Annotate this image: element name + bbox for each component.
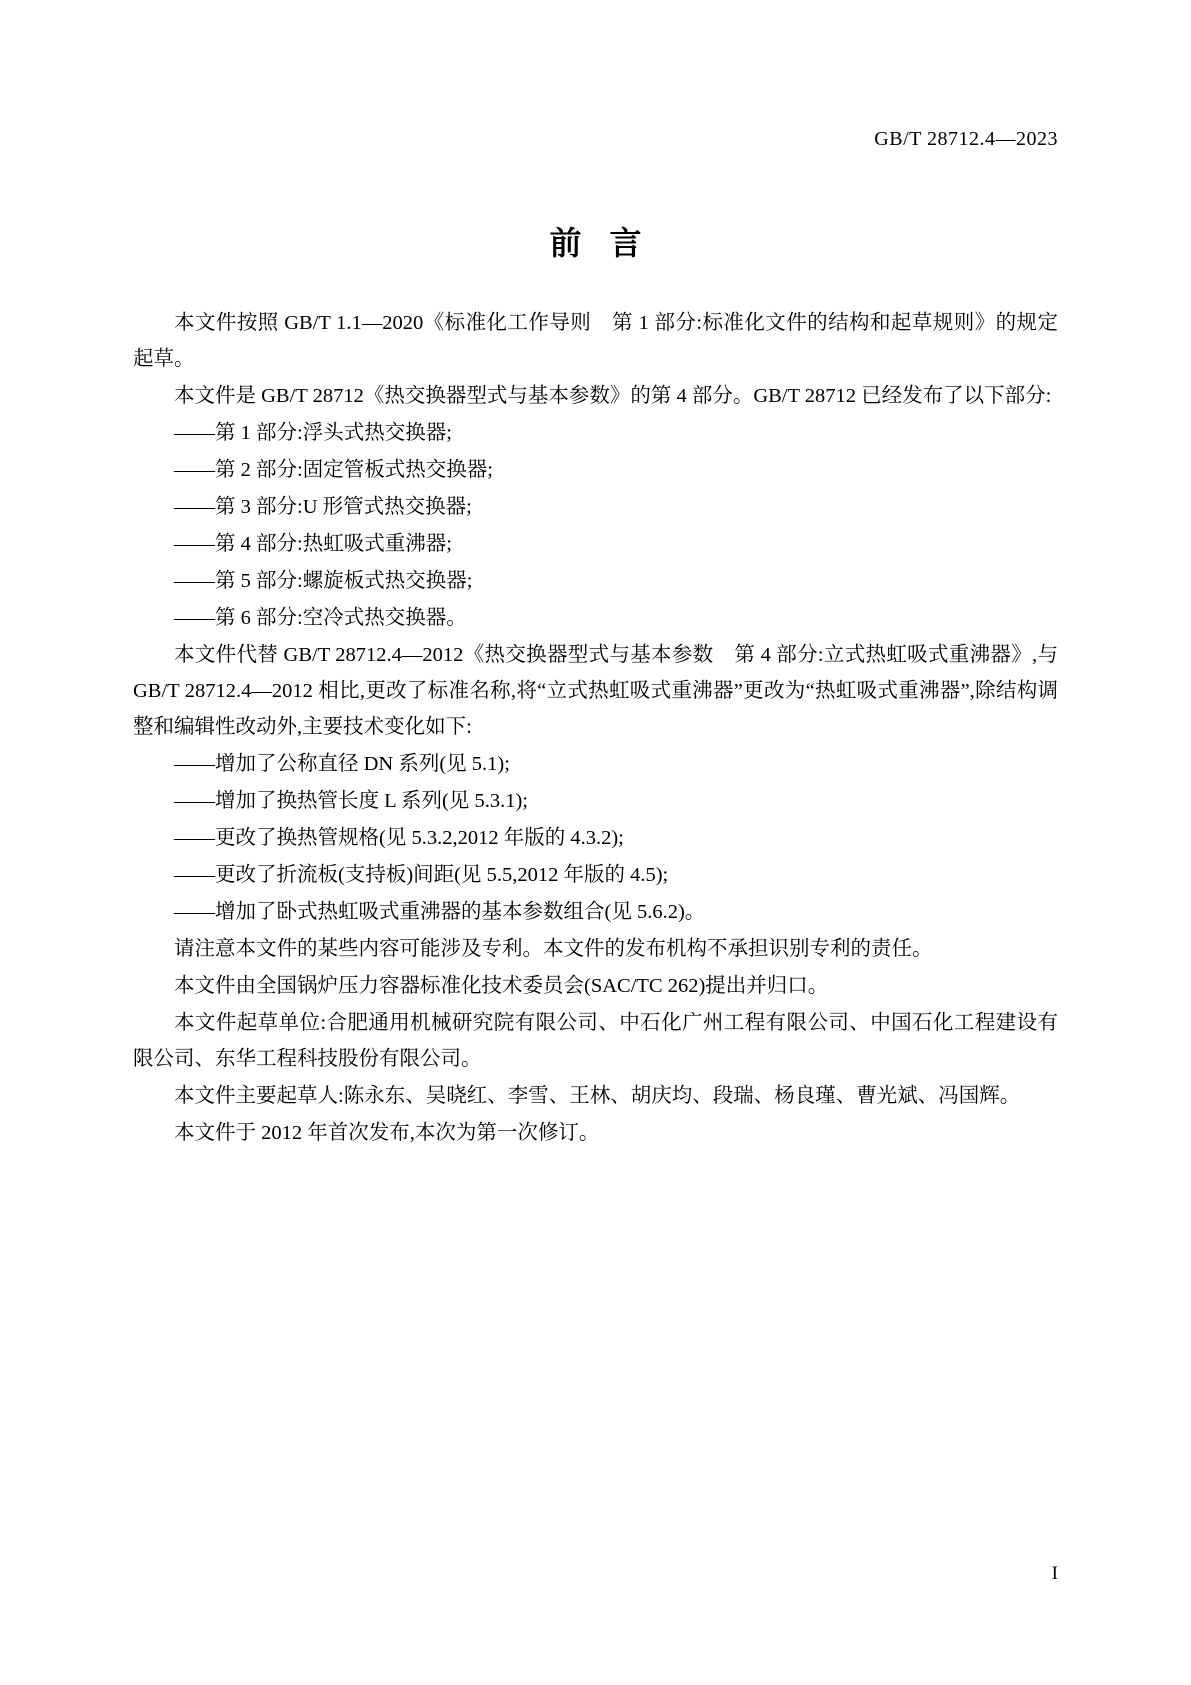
page-title: 前言 [549, 224, 670, 262]
paragraph: 本文件由全国锅炉压力容器标准化技术委员会(SAC/TC 262)提出并归口。 [174, 975, 829, 997]
list-item: ——第 4 部分:热虹吸式重沸器; [174, 533, 452, 555]
list-item: ——更改了折流板(支持板)间距(见 5.5,2012 年版的 4.5); [174, 864, 669, 886]
list-item: ——增加了公称直径 DN 系列(见 5.1); [174, 753, 510, 775]
paragraph: 本文件主要起草人:陈永东、吴晓红、李雪、王林、胡庆均、段瑞、杨良瑾、曹光斌、冯国辉。 [174, 1085, 1021, 1107]
list-item: ——第 5 部分:螺旋板式热交换器; [174, 570, 473, 592]
page-number: I [1051, 1563, 1058, 1584]
list-item: ——增加了卧式热虹吸式重沸器的基本参数组合(见 5.6.2)。 [174, 901, 706, 923]
paragraph: 本文件于 2012 年首次发布,本次为第一次修订。 [174, 1122, 600, 1144]
list-item: ——第 2 部分:固定管板式热交换器; [174, 459, 493, 481]
paragraph: 请注意本文件的某些内容可能涉及专利。本文件的发布机构不承担识别专利的责任。 [174, 938, 933, 960]
list-item: ——增加了换热管长度 L 系列(见 5.3.1); [174, 790, 528, 812]
list-item: ——第 6 部分:空冷式热交换器。 [174, 607, 467, 629]
list-item: ——第 3 部分:U 形管式热交换器; [174, 496, 472, 518]
paragraph: 本文件代替 GB/T 28712.4—2012《热交换器型式与基本参数 第 4 部分:立式热虹吸式重沸器》,与 GB/T 28712.4—2012 相比,更改了标准名称,将“立式热虹吸式重沸器”更改为“热虹吸式重沸器”,除结构调整和编辑性改动外,主要技术变化如下: [133, 644, 1058, 738]
foreword-body [133, 305, 1058, 1152]
page-header-standard-code: GB/T 28712.4—2023 [874, 128, 1058, 150]
list-item: ——更改了换热管规格(见 5.3.2,2012 年版的 4.3.2); [174, 827, 624, 849]
paragraph: 本文件是 GB/T 28712《热交换器型式与基本参数》的第 4 部分。GB/T 28712 已经发布了以下部分: [174, 385, 1052, 407]
list-item: ——第 1 部分:浮头式热交换器; [174, 422, 452, 444]
paragraph: 本文件起草单位:合肥通用机械研究院有限公司、中石化广州工程有限公司、中国石化工程建设有限公司、东华工程科技股份有限公司。 [133, 1012, 1058, 1070]
paragraph: 本文件按照 GB/T 1.1—2020《标准化工作导则 第 1 部分:标准化文件的结构和起草规则》的规定起草。 [133, 312, 1058, 370]
